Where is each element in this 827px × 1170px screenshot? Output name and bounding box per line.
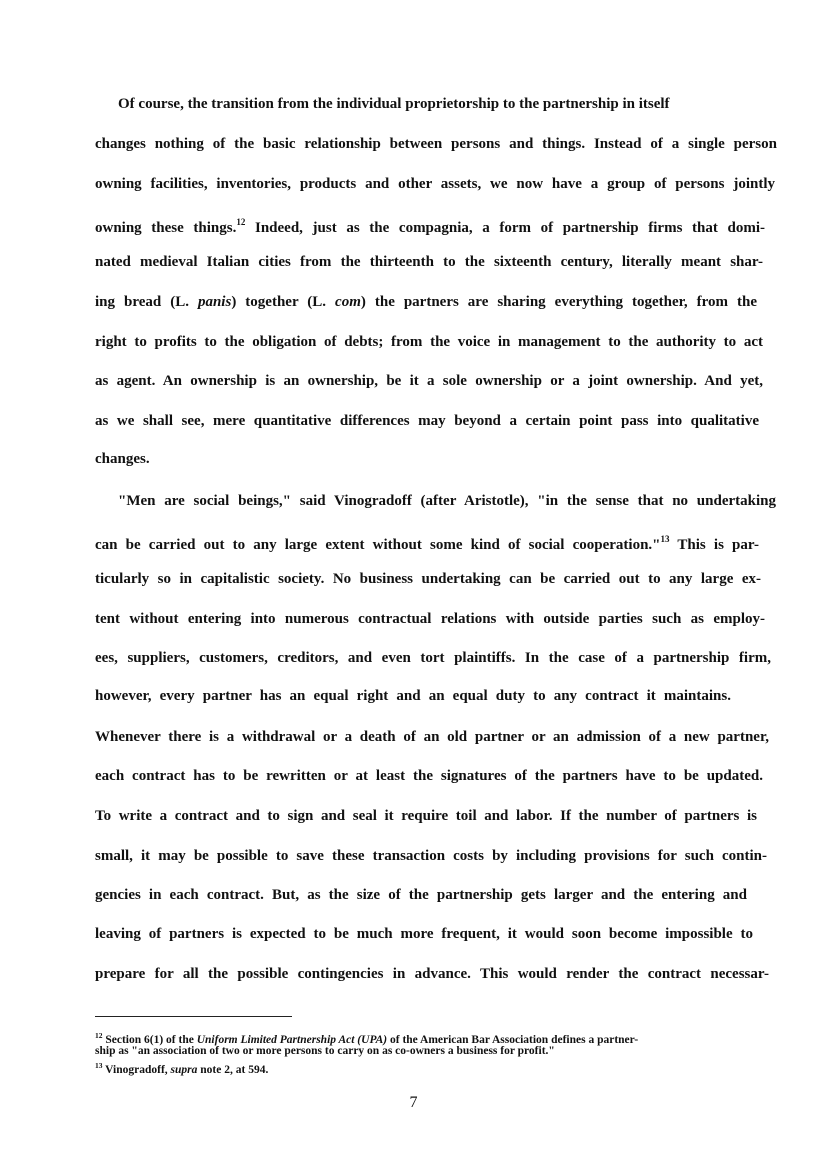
paragraph-2-line-13: prepare for all the possible contingencies in advance. This would render the contract necessar- xyxy=(95,966,769,982)
footnote-13: $^{13}$ Vinogradoff, supra note 2, at 594. xyxy=(95,1061,269,1076)
page-number: 7 xyxy=(409,1094,418,1111)
paragraph-1-line-9: as we shall see, mere quantitative differences may beyond a certain point pass into qualitative xyxy=(95,413,759,429)
paragraph-1-line-3: owning facilities, inventories, products and other assets, we now have a group of persons jointly xyxy=(95,176,775,192)
paragraph-1-line-7: right to profits to the obligation of debts; from the voice in management to the authority to act xyxy=(95,334,763,350)
footnote-12-line-1: $^{12}$ Section 6(1) of the Uniform Limited Partnership Act (UPA) of the American Bar Association defines a partner- xyxy=(95,1031,639,1046)
footnote-12-line-2: ship as "an association of two or more persons to carry on as co-owners a business for profit." xyxy=(95,1045,555,1057)
paragraph-1-line-1: Of course, the transition from the individual proprietorship to the partnership in itself xyxy=(118,96,670,112)
paragraph-2-line-11: gencies in each contract. But, as the size of the partnership gets larger and the entering and xyxy=(95,887,747,903)
paragraph-2-line-12: leaving of partners is expected to be much more frequent, it would soon become impossible to xyxy=(95,926,753,942)
footnote-separator xyxy=(95,1016,292,1017)
paragraph-2-line-5: ees, suppliers, customers, creditors, and even tort plaintiffs. In the case of a partnership firm, xyxy=(95,650,771,666)
paragraph-1-line-6: ing bread (L. panis) together (L. com) the partners are sharing everything together, from the xyxy=(95,294,757,310)
paragraph-1-line-2: changes nothing of the basic relationship between persons and things. Instead of a single person xyxy=(95,136,777,152)
footnote-number-12: 12 xyxy=(95,1031,103,1040)
footnote-ref-12: 12 xyxy=(236,217,246,227)
paragraph-2-line-1: "Men are social beings," said Vinogradoff (after Aristotle), "in the sense that no undertaking xyxy=(118,493,776,509)
paragraph-2-line-6: however, every partner has an equal right and an equal duty to any contract it maintains. xyxy=(95,688,731,704)
paragraph-2-line-2: can be carried out to any large extent without some kind of social cooperation."$^{13}$ This is par- xyxy=(95,534,759,553)
paragraph-2-line-4: tent without entering into numerous contractual relations with outside parties such as employ- xyxy=(95,611,765,627)
paragraph-2-line-7: Whenever there is a withdrawal or a death of an old partner or an admission of a new partner, xyxy=(95,729,769,745)
paragraph-1-line-5: nated medieval Italian cities from the thirteenth to the sixteenth century, literally meant shar- xyxy=(95,254,763,270)
paragraph-1-line-8: as agent. An ownership is an ownership, be it a sole ownership or a joint ownership. And yet, xyxy=(95,373,763,389)
paragraph-1-line-4: owning these things.$^{12}$ Indeed, just as the compagnia, a form of partnership firms that domi- xyxy=(95,217,765,236)
paragraph-1-line-10: changes. xyxy=(95,451,150,467)
footnote-number-13: 13 xyxy=(95,1061,103,1070)
paragraph-2-line-9: To write a contract and to sign and seal it require toil and labor. If the number of partners is xyxy=(95,808,757,824)
paragraph-2-line-10: small, it may be possible to save these transaction costs by including provisions for such contin- xyxy=(95,848,767,864)
paragraph-2-line-8: each contract has to be rewritten or at least the signatures of the partners have to be updated. xyxy=(95,768,763,784)
paragraph-2-line-3: ticularly so in capitalistic society. No business undertaking can be carried out to any large ex- xyxy=(95,571,761,587)
footnote-ref-13: 13 xyxy=(660,534,670,544)
